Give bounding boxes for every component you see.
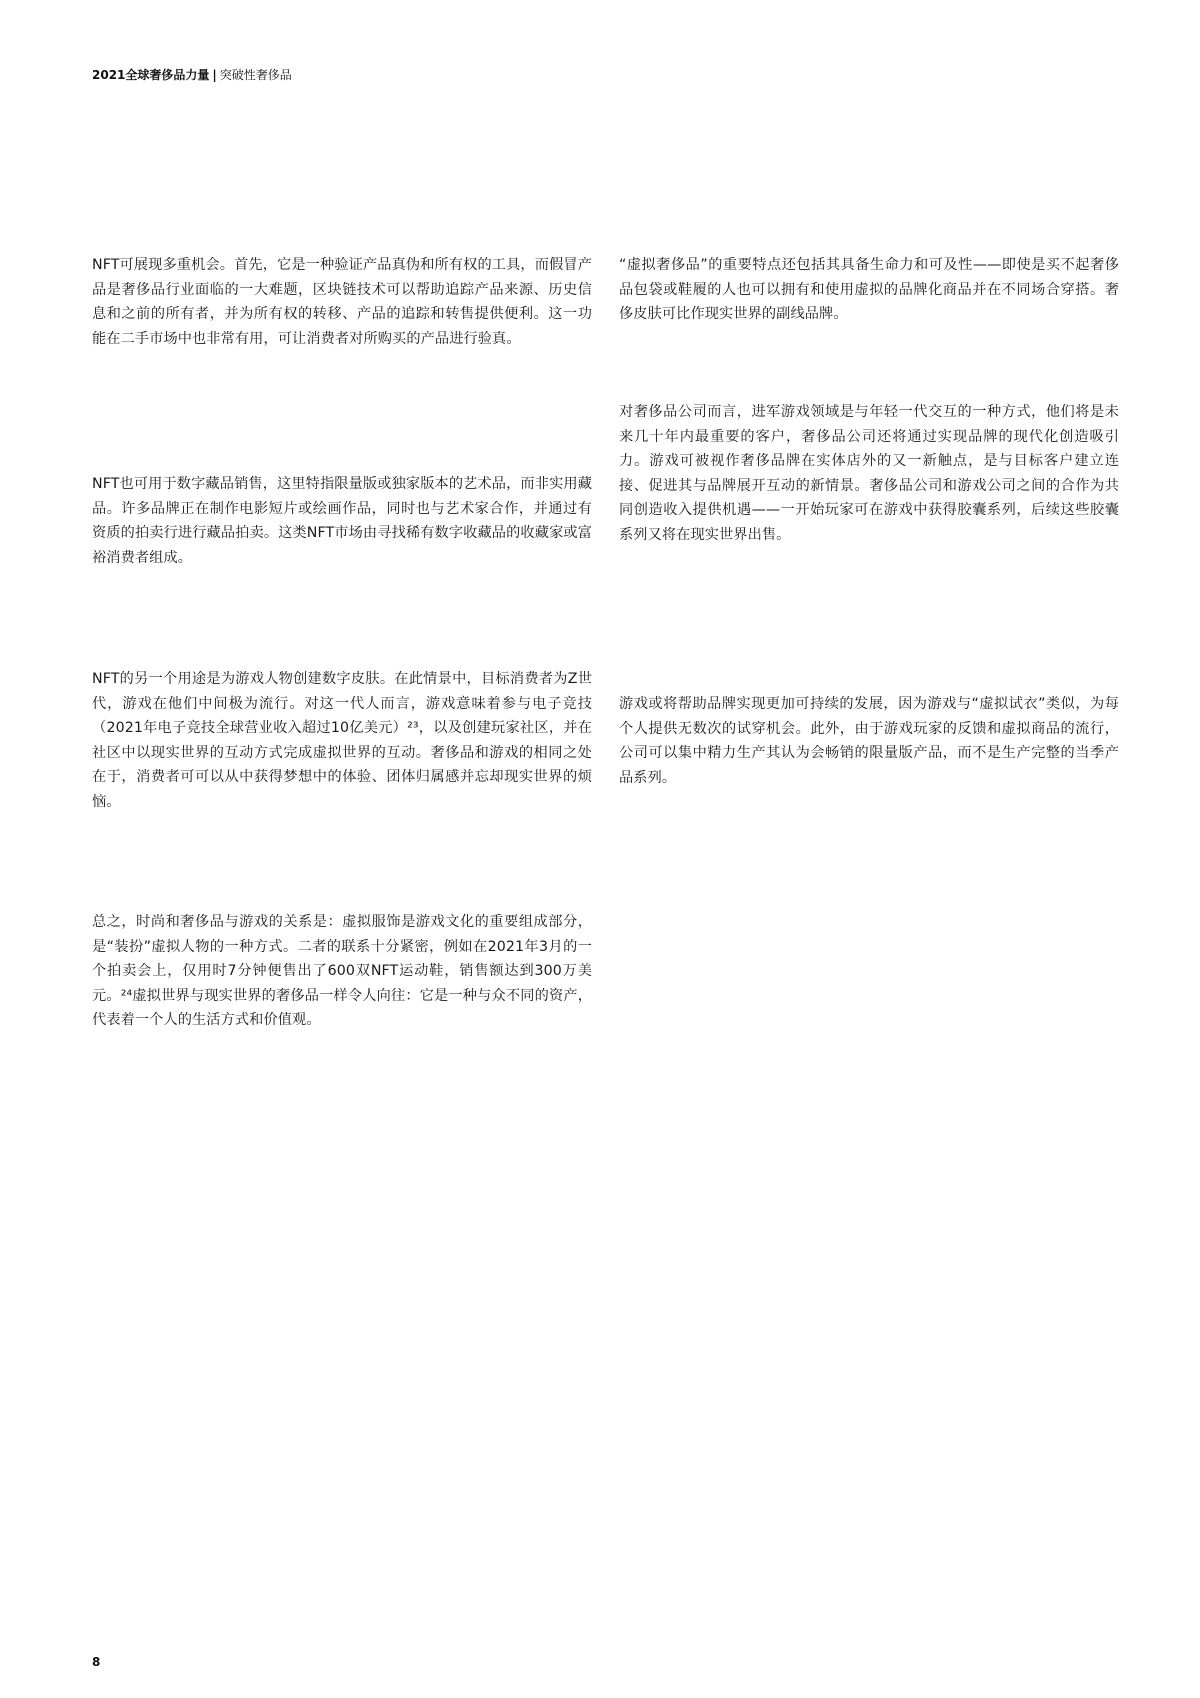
report-title: 2021全球奢侈品力量: [92, 68, 210, 82]
paragraph-fashion-gaming-summary: 总之，时尚和奢侈品与游戏的关系是：虚拟服饰是游戏文化的重要组成部分，是“装扮”虚拟人物的一种方式。二者的联系十分紧密，例如在2021年3月的一个拍卖会上，仅用时7分钟便售出了600双NFT运动鞋，销售额达到300万美元。²⁴虚拟世界与现实世界的奢侈品一样令人向往：它是一种与众不同的资产，代表着一个人的生活方式和价值观。: [92, 914, 592, 1028]
paragraph-nft-digital-collectibles: NFT也可用于数字藏品销售，这里特指限量版或独家版本的艺术品，而非实用藏品。许多品牌正在制作电影短片或绘画作品，同时也与艺术家合作，并通过有资质的拍卖行进行藏品拍卖。这类NFT市场由寻找稀有数字收藏品的收藏家或富裕消费者组成。: [92, 476, 592, 566]
page-number: 8: [92, 1655, 101, 1669]
paragraph-nft-authentication: NFT可展现多重机会。首先，它是一种验证产品真伪和所有权的工具，而假冒产品是奢侈品行业面临的一大难题，区块链技术可以帮助追踪产品来源、历史信息和之前的所有者，并为所有权的转移、产品的追踪和转售提供便利。这一功能在二手市场中也非常有用，可让消费者对所购买的产品进行验真。: [92, 257, 592, 347]
paragraph-gaming-engagement: 对奢侈品公司而言，进军游戏领域是与年轻一代交互的一种方式，他们将是未来几十年内最重要的客户，奢侈品公司还将通过实现品牌的现代化创造吸引力。游戏可被视作奢侈品牌在实体店外的又一新触点，是与目标客户建立连接、促进其与品牌展开互动的新情景。奢侈品公司和游戏公司之间的合作为共同创造收入提供机遇——一开始玩家可在游戏中获得胶囊系列，后续这些胶囊系列又将在现实世界出售。: [619, 404, 1119, 543]
paragraph-virtual-luxury-accessibility: “虚拟奢侈品”的重要特点还包括其具备生命力和可及性——即使是买不起奢侈品包袋或鞋履的人也可以拥有和使用虚拟的品牌化商品并在不同场合穿搭。奢侈皮肤可比作现实世界的副线品牌。: [619, 257, 1119, 322]
paragraph-nft-game-skins: NFT的另一个用途是为游戏人物创建数字皮肤。在此情景中，目标消费者为Z世代，游戏在他们中间极为流行。对这一代人而言，游戏意味着参与电子竞技（2021年电子竞技全球营业收入超过10亿美元）²³，以及创建玩家社区，并在社区中以现实世界的互动方式完成虚拟世界的互动。奢侈品和游戏的相同之处在于，消费者可可以从中获得梦想中的体验、团体归属感并忘却现实世界的烦恼。: [92, 671, 592, 810]
section-title: 突破性奢侈品: [219, 68, 292, 82]
running-header: [92, 67, 292, 83]
paragraph-gaming-sustainability: 游戏或将帮助品牌实现更加可持续的发展，因为游戏与“虚拟试衣”类似，为每个人提供无数次的试穿机会。此外，由于游戏玩家的反馈和虚拟商品的流行，公司可以集中精力生产其认为会畅销的限量版产品，而不是生产完整的当季产品系列。: [619, 696, 1119, 786]
header-separator: |: [212, 68, 217, 82]
